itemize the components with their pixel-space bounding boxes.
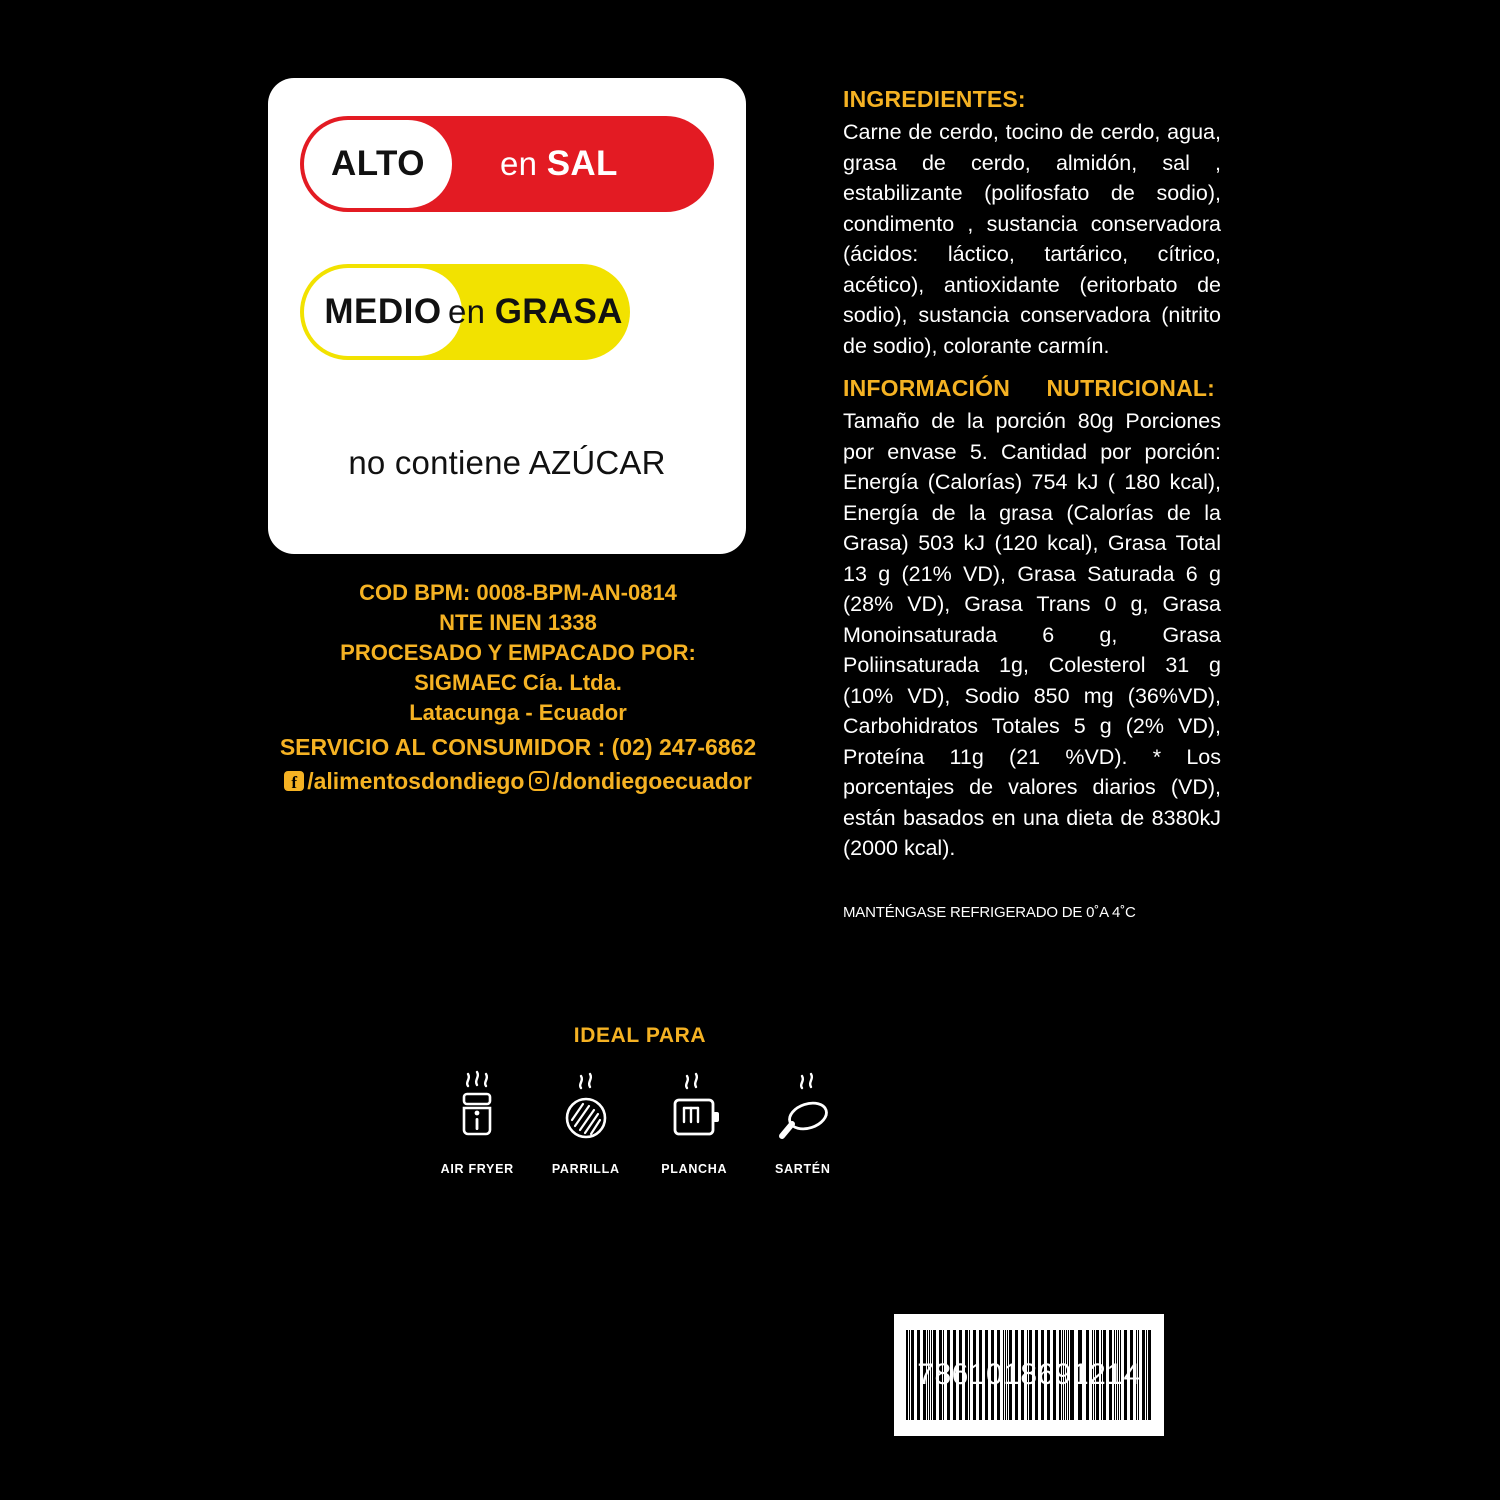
processed-by-line: PROCESADO Y EMPACADO POR: xyxy=(340,640,696,665)
barcode-inner xyxy=(906,1330,1152,1420)
ideal-for-section xyxy=(440,1024,840,1176)
ideal-label-griddle: PLANCHA xyxy=(661,1162,728,1176)
nte-inen-line: NTE INEN 1338 xyxy=(439,610,597,635)
cod-bpm-line: COD BPM: 0008-BPM-AN-0814 xyxy=(359,580,677,605)
nutrition-heading-part2: NUTRICIONAL: xyxy=(1046,375,1215,401)
ideal-for-title: IDEAL PARA xyxy=(573,1024,707,1047)
ideal-label-grill: PARRILLA xyxy=(551,1162,620,1176)
warning-nutrient-fat xyxy=(448,292,623,332)
ingredients-text: Carne de cerdo, tocino de cerdo, agua, grasa de cerdo, almidón, sal , estabilizante (polifosfato de sodio), condimento , sustancia conservadora (ácidos: láctico, tartárico, cítrico, acético), antioxidante (eritorbato de sodio), sustancia conservadora (nitrito de sodio), colorante carmín. xyxy=(843,120,1221,358)
warning-nutrient-salt xyxy=(500,144,618,184)
no-sugar-statement: no contiene AZÚCAR xyxy=(348,444,666,481)
facebook-icon xyxy=(284,771,304,791)
ideal-item-grill xyxy=(549,1070,624,1176)
griddle-icon xyxy=(663,1070,725,1152)
barcode xyxy=(894,1314,1164,1436)
warning-level-knob-salt xyxy=(304,120,452,208)
ingredients-heading: INGREDIENTES: xyxy=(843,86,1026,112)
nutrition-warning-panel xyxy=(268,78,746,554)
warning-pill-fat xyxy=(300,264,630,360)
social-handles xyxy=(268,766,768,796)
ideal-label-air-fryer: AIR FRYER xyxy=(440,1162,514,1176)
manufacturer-info-block xyxy=(268,578,768,796)
pan-icon xyxy=(772,1070,834,1152)
instagram-icon xyxy=(529,771,549,791)
warning-level-knob-fat xyxy=(304,268,462,356)
instagram-handle: /dondiegoecuador xyxy=(552,768,752,794)
product-information-column xyxy=(843,86,1221,921)
barcode-number: 7861018691214 xyxy=(917,1358,1141,1391)
warning-level-label-fat: MEDIO xyxy=(324,292,442,331)
warning-pill-salt xyxy=(300,116,714,212)
warning-nutrient-name-fat: GRASA xyxy=(494,292,623,331)
refrigeration-note: MANTÉNGASE REFRIGERADO DE 0˚A 4˚C xyxy=(843,903,1136,921)
facebook-handle: /alimentosdondiego xyxy=(307,768,525,794)
warning-prefix-fat: en xyxy=(448,293,495,330)
company-name-line: SIGMAEC Cía. Ltda. xyxy=(414,670,622,695)
nutrition-heading xyxy=(843,375,1215,402)
ideal-item-pan xyxy=(766,1070,841,1176)
warning-nutrient-name-salt: SAL xyxy=(546,144,618,183)
ideal-for-icon-row xyxy=(440,1070,840,1176)
nutrition-heading-part1: INFORMACIÓN xyxy=(843,375,1011,401)
warning-prefix-salt: en xyxy=(500,145,547,182)
nutrition-facts-text: Tamaño de la porción 80g Porciones por envase 5. Cantidad por porción: Energía (Calorías) 754 kJ ( 180 kcal), Energía de la grasa (Calorías de la Grasa) 503 kJ (120 kcal), Grasa Total 13 g (21% VD), Grasa Saturada 6 g (28% VD), Grasa Trans 0 g, Grasa Monoinsaturada 6 g, Grasa Poliinsaturada 1g, Colesterol 31 g (10% VD), Sodio 850 mg (36%VD), Carbohidratos Totales 5 g (2% VD), Proteína 11g (21 %VD). * Los porcentajes de valores diarios (VD), están basados en una dieta de 8380kJ (2000 kcal). xyxy=(843,409,1221,860)
consumer-service-line: SERVICIO AL CONSUMIDOR : (02) 247-6862 xyxy=(279,734,757,760)
ideal-label-pan: SARTÉN xyxy=(774,1162,831,1176)
air-fryer-icon xyxy=(446,1070,508,1152)
warning-level-label-salt: ALTO xyxy=(330,144,426,183)
city-country-line: Latacunga - Ecuador xyxy=(409,700,627,725)
ideal-item-air-fryer xyxy=(440,1070,515,1176)
grill-icon xyxy=(555,1070,617,1152)
ideal-item-griddle xyxy=(657,1070,732,1176)
